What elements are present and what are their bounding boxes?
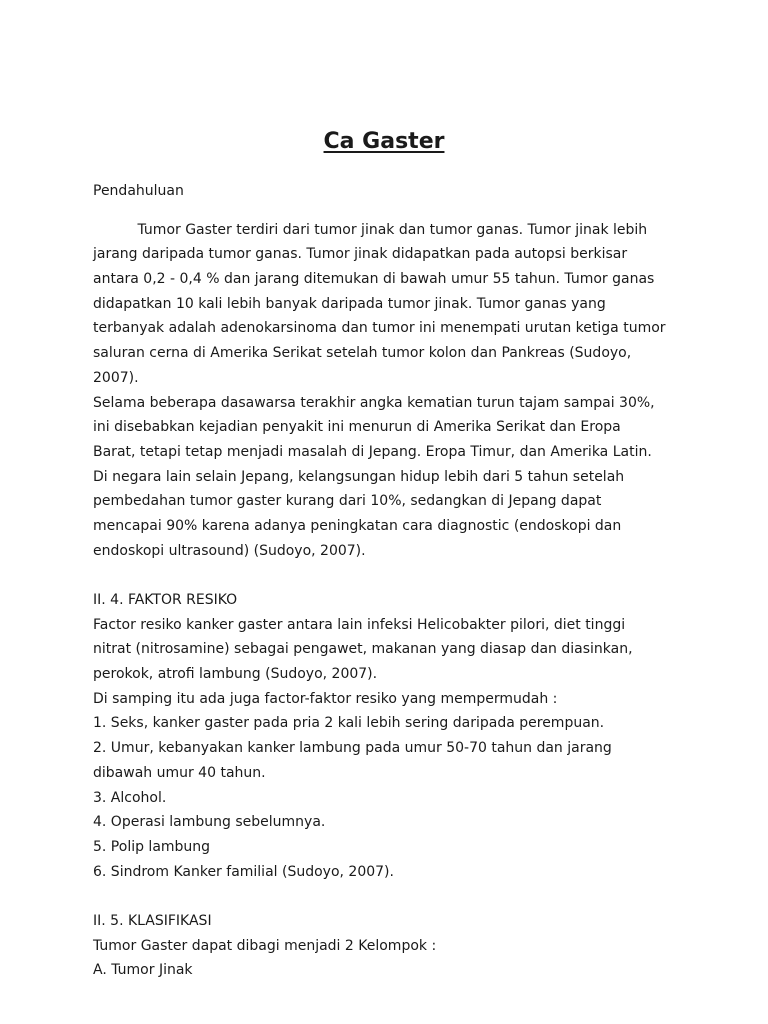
text-line: antara 0,2 - 0,4 % dan jarang ditemukan di bawah umur 55 tahun. Tumor ganas [93,271,655,288]
text-line: terbanyak adalah adenokarsinoma dan tumor ini menempati urutan ketiga tumor [93,320,666,337]
text-line: Factor resiko kanker gaster antara lain infeksi Helicobakter pilori, diet tinggi [93,616,626,633]
text-line: dibawah umur 40 tahun. [93,764,266,781]
text-line: pembedahan tumor gaster kurang dari 10%, sedangkan di Jepang dapat [93,493,602,510]
text-line: Tumor Gaster terdiri dari tumor jinak dan tumor ganas. Tumor jinak lebih [93,221,648,238]
text-line: 1. Seks, kanker gaster pada pria 2 kali lebih sering daripada perempuan. [93,715,605,732]
text-line: jarang daripada tumor ganas. Tumor jinak didapatkan pada autopsi berkisar [93,246,628,263]
text-line: 3. Alcohol. [93,789,167,806]
text-line: perokok, atrofi lambung (Sudoyo, 2007). [93,666,378,683]
text-line: endoskopi ultrasound) (Sudoyo, 2007). [93,542,366,559]
document-body [93,179,693,983]
blank-line [93,563,693,588]
text-line: didapatkan 10 kali lebih banyak daripada tumor jinak. Tumor ganas yang [93,295,606,312]
text-line: 2. Umur, kebanyakan kanker lambung pada umur 50-70 tahun dan jarang [93,740,612,757]
text-line: Tumor Gaster dapat dibagi menjadi 2 Kelompok : [93,937,437,954]
text-line: ini disebabkan kejadian penyakit ini menurun di Amerika Serikat dan Eropa [93,419,621,436]
text-line: II. 5. KLASIFIKASI [93,912,212,929]
page-title: Ca Gaster [323,129,445,154]
text-line: Di negara lain selain Jepang, kelangsungan hidup lebih dari 5 tahun setelah [93,468,625,485]
text-line: Di samping itu ada juga factor-faktor resiko yang mempermudah : [93,690,558,707]
text-line: A. Tumor Jinak [93,962,193,979]
text-line: saluran cerna di Amerika Serikat setelah tumor kolon dan Pankreas (Sudoyo, [93,345,632,362]
text-line: 2007). [93,369,139,386]
text-line: nitrat (nitrosamine) sebagai pengawet, makanan yang diasap dan diasinkan, [93,641,633,658]
intro-heading: Pendahuluan [93,183,184,199]
blank-line [93,884,693,909]
text-line: mencapai 90% karena adanya peningkatan cara diagnostic (endoskopi dan [93,517,622,534]
text-line: Barat, tetapi tetap menjadi masalah di Jepang. Eropa Timur, dan Amerika Latin. [93,443,652,460]
text-line: 5. Polip lambung [93,838,211,855]
text-line: 4. Operasi lambung sebelumnya. [93,814,326,831]
text-line: Selama beberapa dasawarsa terakhir angka kematian turun tajam sampai 30%, [93,394,655,411]
text-line: 6. Sindrom Kanker familial (Sudoyo, 2007). [93,863,394,880]
text-line: II. 4. FAKTOR RESIKO [93,592,238,608]
